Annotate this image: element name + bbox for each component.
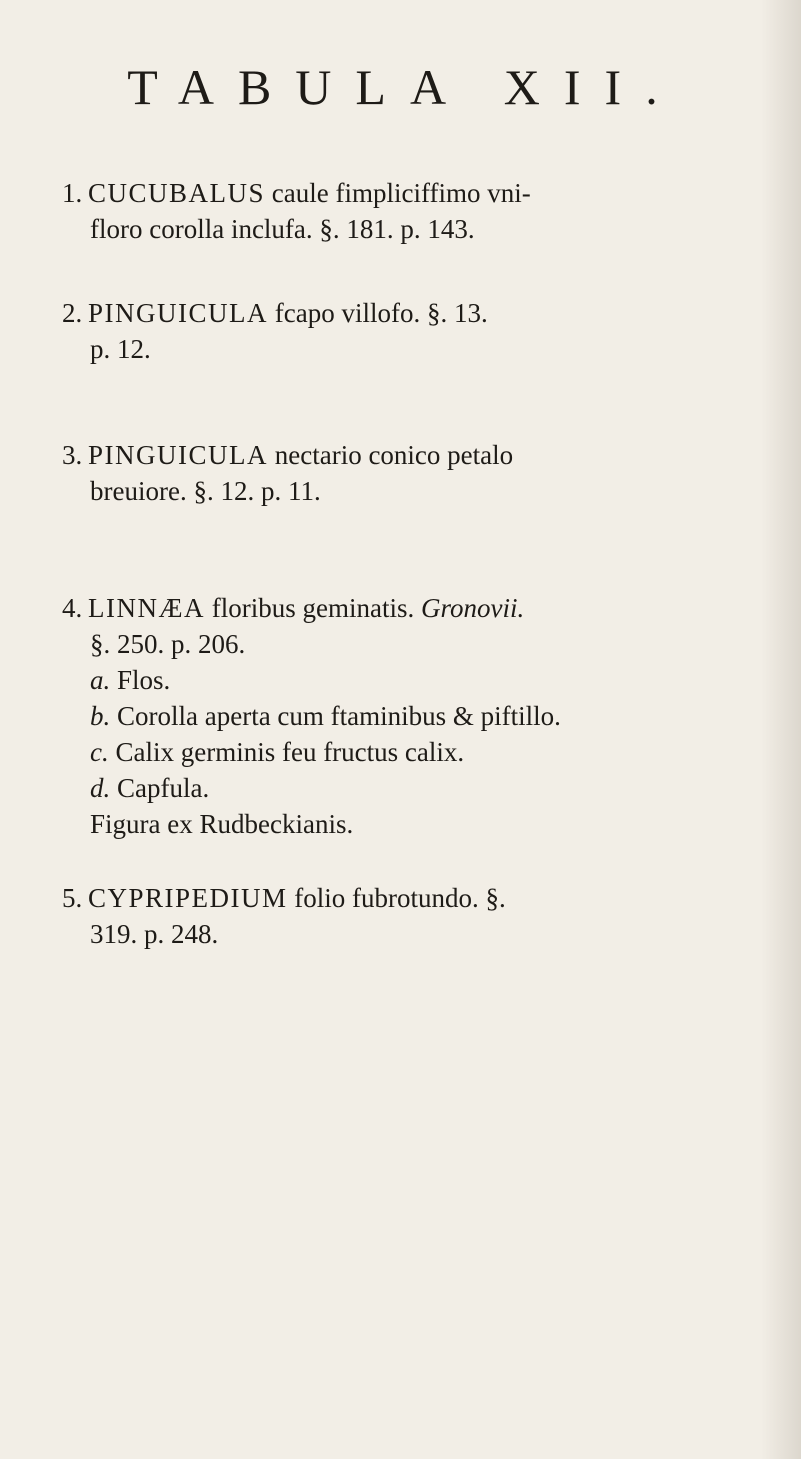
- figure-text: Corolla aperta cum ftaminibus & piftillo.: [117, 701, 561, 731]
- entry-number: 5.: [62, 883, 83, 913]
- entry-continuation: p. 12.: [90, 334, 151, 364]
- entry-first-line: [62, 175, 782, 211]
- entry-first-line: [62, 880, 782, 916]
- entry-first-line: [62, 437, 782, 473]
- entry-4: [62, 590, 782, 842]
- entry-continuation: 319. p. 248.: [90, 919, 219, 949]
- entry-3: [62, 437, 782, 509]
- entry-5: [62, 880, 782, 952]
- figure-item-b: [62, 698, 782, 734]
- genus-name: PINGUICULA: [88, 440, 268, 470]
- entry-text: caule fimpliciffimo vni-: [271, 178, 531, 208]
- figure-item-d: [62, 770, 782, 806]
- entry-1: [62, 175, 782, 247]
- figure-text: Calix germinis feu fructus calix.: [115, 737, 465, 767]
- figure-item-c: [62, 734, 782, 770]
- figure-letter: c.: [90, 737, 109, 767]
- entry-text: floribus geminatis.: [211, 593, 415, 623]
- genus-name: CUCUBALUS: [88, 178, 266, 208]
- entry-continuation: breuiore. §. 12. p. 11.: [90, 476, 321, 506]
- page-title: TABULA XII.: [127, 59, 682, 115]
- figure-text: Capfula.: [117, 773, 210, 803]
- figure-letter: d.: [90, 773, 111, 803]
- entry-number: 4.: [62, 593, 83, 623]
- figure-text: Flos.: [117, 665, 171, 695]
- page-edge-shadow: [761, 0, 801, 1459]
- entry-text: fcapo villofo. §. 13.: [274, 298, 488, 328]
- figure-letter: b.: [90, 701, 111, 731]
- genus-name: PINGUICULA: [88, 298, 268, 328]
- entry-text: folio fubrotundo. §.: [294, 883, 506, 913]
- genus-name: LINNÆA: [88, 593, 205, 623]
- entry-first-line: [62, 590, 782, 626]
- entry-first-line: [62, 295, 782, 331]
- figure-source-note: Figura ex Rudbeckianis.: [90, 809, 354, 839]
- entry-text: nectario conico petalo: [274, 440, 514, 470]
- figure-item-a: [62, 662, 782, 698]
- figure-letter: a.: [90, 665, 111, 695]
- author-name: Gronovii.: [420, 593, 525, 623]
- genus-name: CYPRIPEDIUM: [88, 883, 288, 913]
- entry-continuation: §. 250. p. 206.: [90, 629, 246, 659]
- entry-continuation: floro corolla inclufa. §. 181. p. 143.: [90, 214, 475, 244]
- entry-number: 3.: [62, 440, 83, 470]
- entry-number: 2.: [62, 298, 83, 328]
- entry-2: [62, 295, 782, 367]
- entry-number: 1.: [62, 178, 83, 208]
